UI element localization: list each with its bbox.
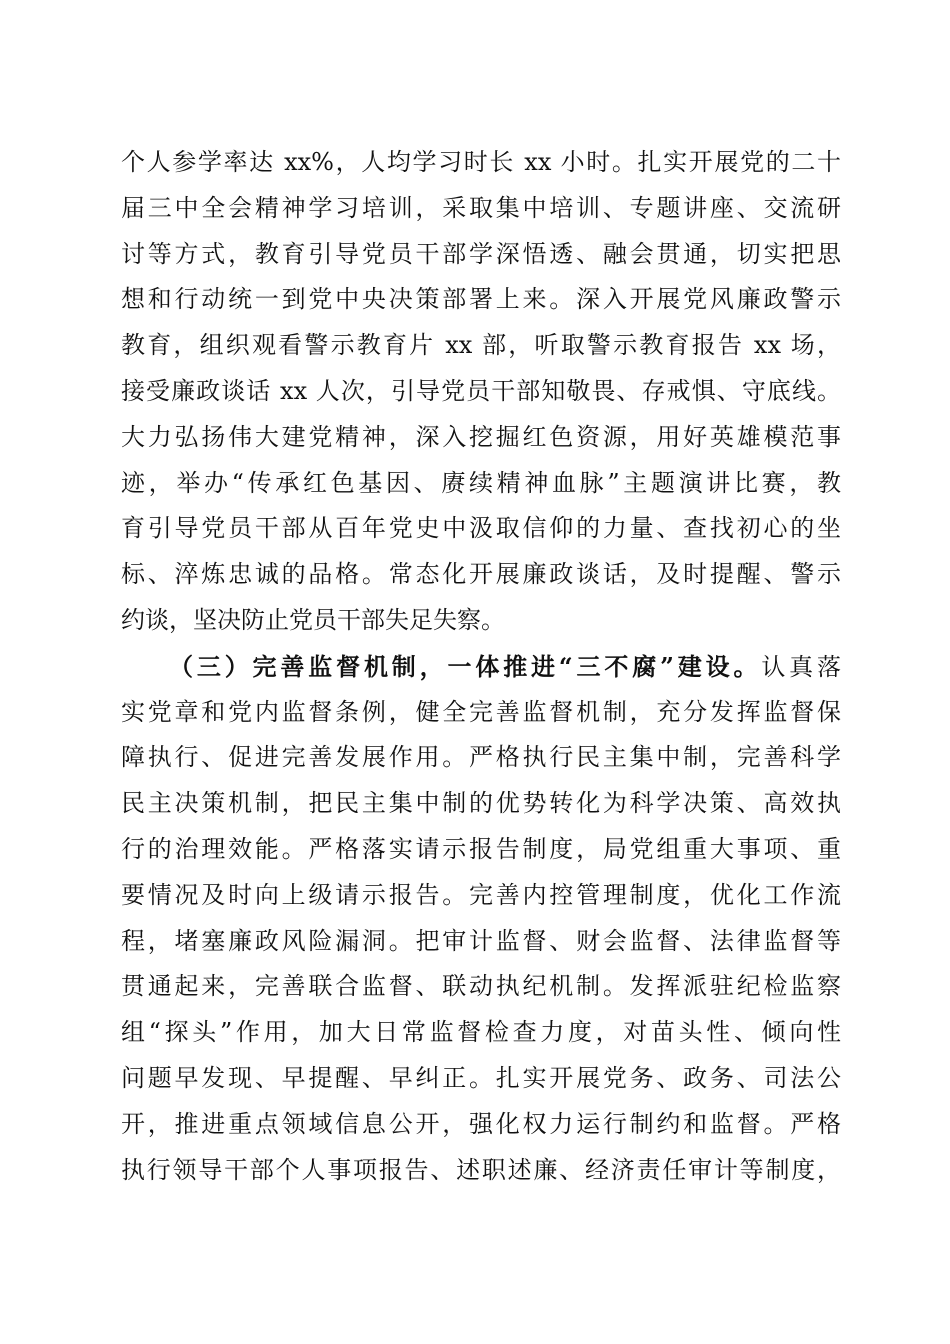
text-line: 大力弘扬伟大建党精神，深入挖掘红色资源，用好英雄模范事: [121, 422, 841, 451]
body-text: [121, 140, 841, 1193]
text-line: 行的治理效能。严格落实请示报告制度，局党组重大事项、重: [121, 834, 841, 863]
text-line: 迹，举办“传承红色基因、赓续精神血脉”主题演讲比赛，教: [121, 468, 841, 497]
text-line: 届三中全会精神学习培训，采取集中培训、专题讲座、交流研: [121, 193, 841, 222]
text-line: 教育，组织观看警示教育片 xx 部，听取警示教育报告 xx 场，: [121, 331, 841, 360]
text-line: 想和行动统一到党中央决策部署上来。深入开展党风廉政警示: [121, 285, 841, 314]
text-line: 个人参学率达 xx%，人均学习时长 xx 小时。扎实开展党的二十: [121, 148, 841, 176]
text-line: 组“探头”作用，加大日常监督检查力度，对苗头性、倾向性: [121, 1018, 841, 1047]
text-line: 民主决策机制，把民主集中制的优势转化为科学决策、高效执: [121, 789, 841, 818]
section-heading: （三）完善监督机制，一体推进“三不腐”建设。: [169, 651, 762, 681]
text-line: 育引导党员干部从百年党史中汲取信仰的力量、查找初心的坐: [121, 514, 841, 543]
text-line: 开，推进重点领域信息公开，强化权力运行制约和监督。严格: [121, 1109, 841, 1138]
text-line: 问题早发现、早提醒、早纠正。扎实开展党务、政务、司法公: [121, 1063, 841, 1092]
text-line: 接受廉政谈话 xx 人次，引导党员干部知敬畏、存戒惧、守底线。: [121, 376, 841, 405]
text-line: 实党章和党内监督条例，健全完善监督机制，充分发挥监督保: [121, 697, 841, 726]
text-line: 约谈，坚决防止党员干部失足失察。: [121, 605, 505, 634]
heading-line-rest: 认真落: [761, 652, 842, 681]
text-line: 讨等方式，教育引导党员干部学深悟透、融会贯通，切实把思: [121, 239, 841, 268]
text-line: 要情况及时向上级请示报告。完善内控管理制度，优化工作流: [121, 880, 841, 909]
section-heading-line: [121, 644, 841, 690]
text-line: 执行领导干部个人事项报告、述职述廉、经济责任审计等制度，: [121, 1155, 841, 1184]
text-line: 障执行、促进完善发展作用。严格执行民主集中制，完善科学: [121, 743, 841, 772]
text-line: 程，堵塞廉政风险漏洞。把审计监督、财会监督、法律监督等: [121, 926, 841, 955]
text-line: 标、淬炼忠诚的品格。常态化开展廉政谈话，及时提醒、警示: [121, 560, 841, 589]
text-line: 贯通起来，完善联合监督、联动执纪机制。发挥派驻纪检监察: [121, 972, 841, 1001]
